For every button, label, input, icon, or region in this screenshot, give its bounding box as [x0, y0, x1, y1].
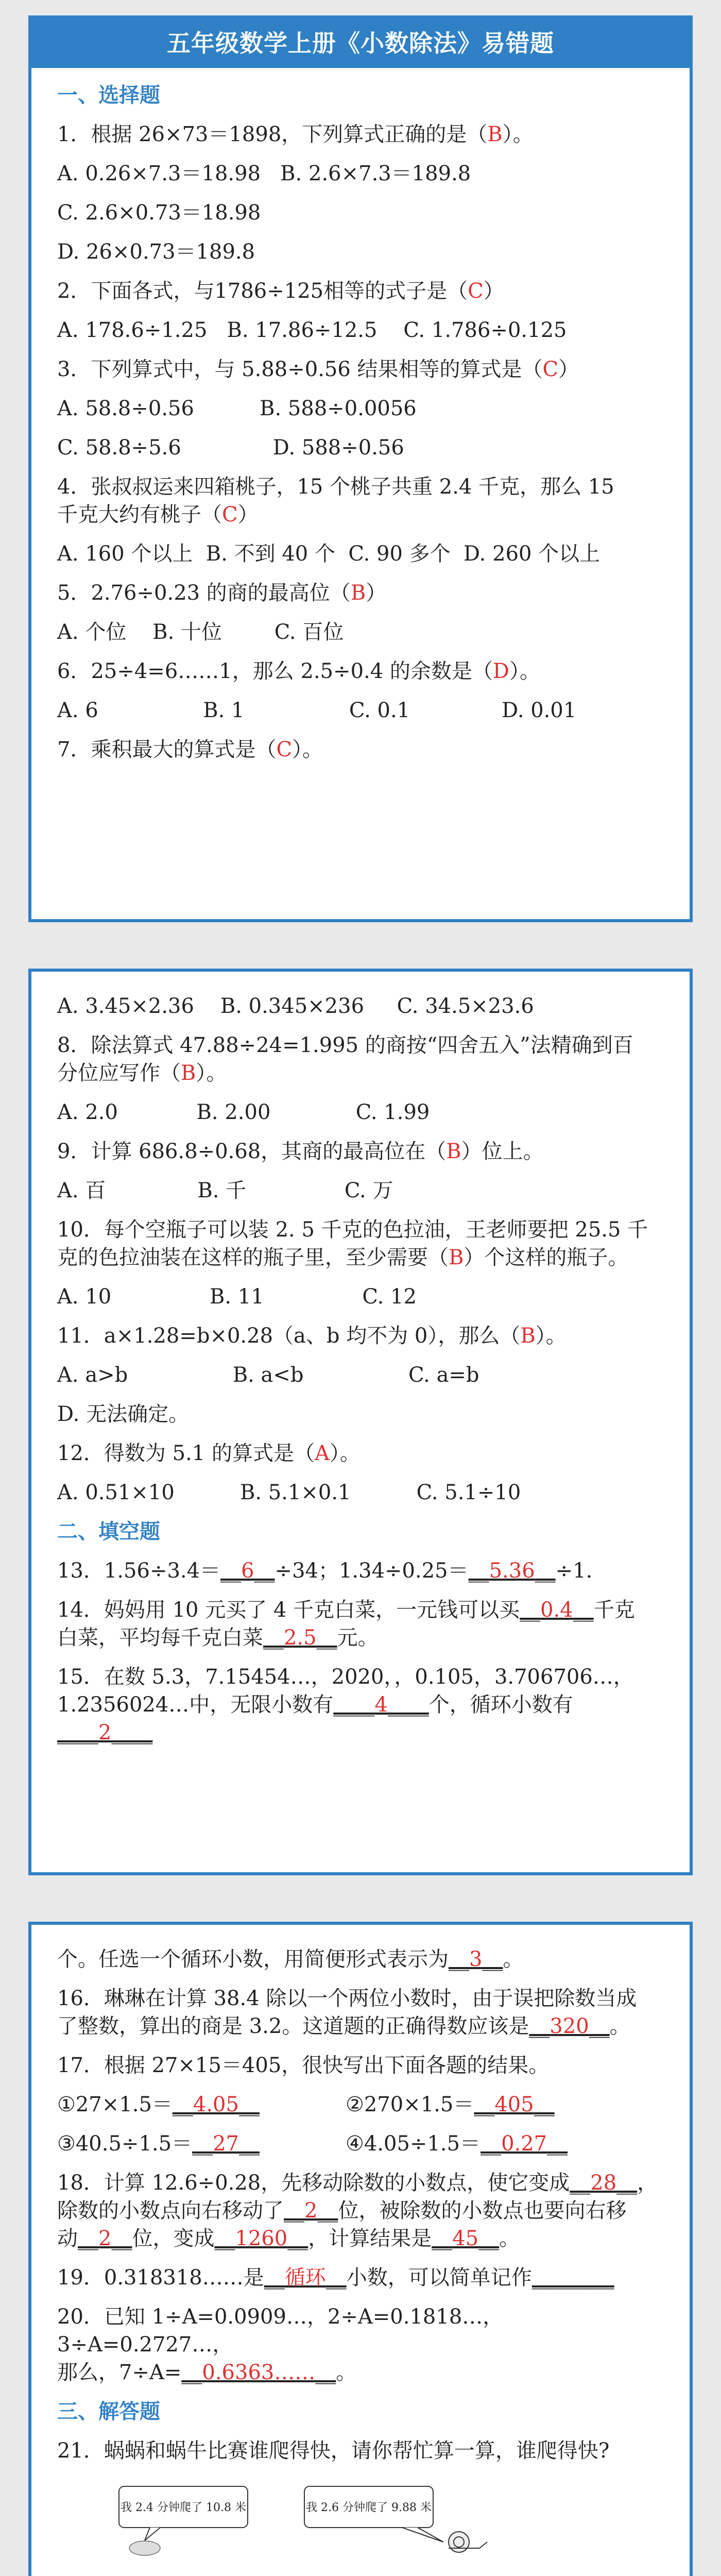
q1-option: C. 2.6×0.73＝18.98: [57, 201, 261, 225]
question-9: 9．计算 686.8÷0.68，其商的最高位在（B）位上。: [57, 1140, 544, 1163]
q7-options: A. 3.45×2.36 B. 0.345×236 C. 34.5×23.6: [57, 994, 534, 1018]
q6-options: A. 6 B. 1 C. 0.1 D. 0.01: [57, 699, 577, 722]
question-16: 16．琳琳在计算 38.4 除以一个两位小数时，由于误把除数当成 了整数，算出的商是 3.2。这道题的正确得数应该是__320__。: [57, 1987, 637, 2038]
q11-options: D. 无法确定。: [57, 1402, 190, 1426]
bubble-2-text: 我 2.6 分钟爬了 9.88 米: [306, 2501, 432, 2514]
question-4: 4．张叔叔运来四箱桃子，15 个桃子共重 2.4 千克，那么 15 千克大约有桃子（C）: [57, 475, 614, 527]
question-20: 20．已知 1÷A=0.0909…，2÷A=0.1818…，3÷A=0.2727…， 那么，7÷A=__0.6363……__。: [57, 2305, 504, 2384]
bubble-1-text: 我 2.4 分钟爬了 10.8 米: [121, 2501, 246, 2514]
q2-options: A. 178.6÷1.25 B. 17.86÷12.5 C. 1.786÷0.125: [57, 318, 567, 342]
q17-row-1: ①27×1.5＝__4.05__ ②270×1.5＝__405__: [57, 2093, 555, 2116]
q12-options: A. 0.51×10 B. 5.1×0.1 C. 5.1÷10: [57, 1481, 521, 1504]
question-21: 21．蜗蜗和蜗牛比赛谁爬得快，请你帮忙算一算，谁爬得快?: [57, 2439, 610, 2463]
question-1: 1．根据 26×73＝1898，下列算式正确的是（B）。: [57, 123, 534, 146]
q3-option: A. 58.8÷0.56 B. 588÷0.0056: [57, 397, 417, 420]
question-6: 6．25÷4=6……1，那么 2.5÷0.4 的余数是（D）。: [57, 659, 540, 683]
q1-option: A. 0.26×7.3＝18.98 B. 2.6×7.3＝189.8: [57, 162, 471, 185]
q10-options: A. 10 B. 11 C. 12: [57, 1285, 417, 1309]
question-18: 18．计算 12.6÷0.28，先移动除数的小数点，使它变成__28__， 除数的小数点向右移动了__2__位，被除数的小数点也要向右移 动__2__位，变成__1260__，计算结果是__45__。: [57, 2171, 658, 2250]
question-11: 11．a×1.28=b×0.28（a、b 均不为 0），那么（B）。: [57, 1324, 566, 1348]
q4-options: A. 160 个以上 B. 不到 40 个 C. 90 多个 D. 260 个以上: [57, 542, 600, 566]
q17-row-2: ③40.5÷1.5＝__27__ ④4.05÷1.5＝__0.27__: [57, 2132, 568, 2156]
question-13: 13．1.56÷3.4＝__6__÷34；1.34÷0.25＝__5.36__÷1.: [57, 1559, 593, 1583]
q3-option: C. 58.8÷5.6 D. 588÷0.56: [57, 436, 404, 460]
question-5: 5．2.76÷0.23 的商的最高位（B）: [57, 581, 387, 605]
card-2: [28, 969, 693, 1875]
section-heading-solve: 三、解答题: [57, 2399, 160, 2424]
card-1: [28, 15, 693, 922]
q11-options: A. a>b B. a<b C. a=b: [57, 1363, 479, 1387]
q1-option: D. 26×0.73＝189.8: [57, 240, 255, 264]
question-2: 2．下面各式，与1786÷125相等的式子是（C）: [57, 279, 504, 303]
question-17: 17．根据 27×15＝405，很快写出下面各题的结果。: [57, 2054, 550, 2077]
question-12: 12．得数为 5.1 的算式是（A）。: [57, 1442, 360, 1465]
question-15: 15．在数 5.3，7.15454…，2020，，0.105，3.706706…， 1.2356024…中，无限小数有____4____个，循环小数有____2____: [57, 1665, 634, 1744]
q9-options: A. 百 B. 千 C. 万: [57, 1179, 393, 1202]
question-3: 3．下列算式中，与 5.88÷0.56 结果相等的算式是（C）: [57, 358, 579, 381]
question-19: 19．0.318318……是__循环__小数，可以简单记作________: [57, 2266, 614, 2290]
q5-options: A. 个位 B. 十位 C. 百位: [57, 620, 344, 644]
q8-options: A. 2.0 B. 2.00 C. 1.99: [57, 1100, 430, 1124]
snail-race-illustration: [88, 2476, 664, 2558]
question-10: 10．每个空瓶子可以装 2. 5 千克的色拉油，王老师要把 25.5 千 克的色拉油装在这样的瓶子里，至少需要（B）个这样的瓶子。: [57, 1218, 648, 1269]
q21-solution-1: [57, 2574, 664, 2576]
snail-race-figure: [88, 2476, 552, 2558]
section-heading-fill: 二、填空题: [57, 1519, 160, 1544]
section-heading-choice: 一、选择题: [57, 83, 160, 107]
page-title: 五年级数学上册《小数除法》易错题: [31, 19, 690, 68]
question-14: 14．妈妈用 10 元买了 4 千克白菜，一元钱可以买__0.4__千克 白菜，平均每千克白菜__2.5__元。: [57, 1598, 635, 1650]
question-15-cont: 个。任选一个循环小数，用简便形式表示为__3__。: [57, 1947, 524, 1971]
question-7: 7．乘积最大的算式是（C）。: [57, 738, 323, 761]
card-3: [28, 1922, 693, 2576]
question-8: 8．除法算式 47.88÷24=1.995 的商按“四舍五入”法精确到百 分位应写作（B）。: [57, 1033, 633, 1085]
